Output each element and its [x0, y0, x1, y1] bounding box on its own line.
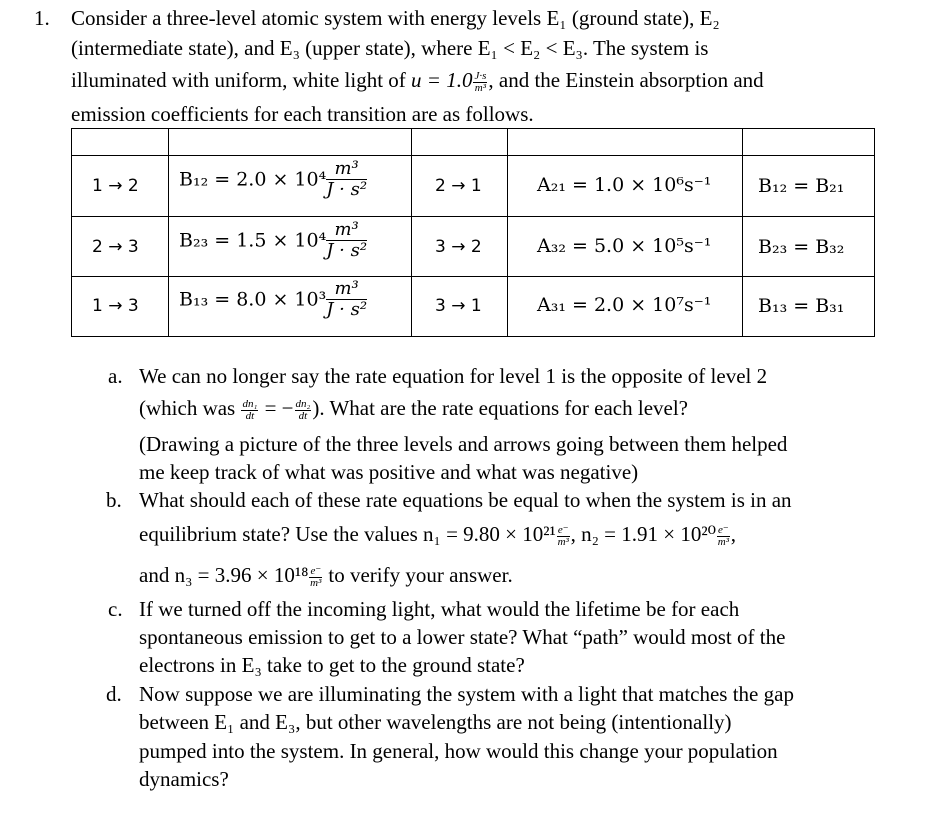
part-c-line-1: If we turned off the incoming light, what would the lifetime be for each	[139, 597, 740, 621]
table-row-3-em-transition: 3 → 1	[435, 296, 482, 316]
energy-density-value: u = 1.0	[411, 68, 473, 92]
intro-line-3	[71, 68, 764, 94]
part-a-line-2: (which was $\frac{\text{dn₁}}{dt}$ = − $\frac{\text{dn₂}}{dt}$ ). What are the rate equations for each level?	[139, 396, 688, 422]
table-header-row	[72, 129, 874, 156]
table-row-2-relation: B₂₃ = B₃₂	[758, 236, 845, 258]
part-d-label: d.	[106, 682, 122, 706]
part-a-line-4: me keep track of what was positive and what was negative)	[139, 460, 639, 484]
intro-line-3-end: , and the Einstein absorption and	[488, 68, 764, 92]
table-row-2-abs-transition: 2 → 3	[92, 237, 139, 257]
intro-line-1: Consider a three-level atomic system with energy levels E₁ (ground state), E₂	[71, 6, 720, 30]
part-c-line-2: spontaneous emission to get to a lower state? What “path” would most of the	[139, 625, 786, 649]
n1-unit: $\frac{e^-}{\text{m³}}$	[557, 523, 569, 548]
table-row-3-abs-transition: 1 → 3	[92, 296, 139, 316]
part-d-line-3: pumped into the system. In general, how would this change your population	[139, 739, 778, 763]
part-b-label: b.	[106, 488, 122, 512]
table-row-1-em-transition: 2 → 1	[435, 176, 482, 196]
dn1-dt-fraction: $\frac{\text{dn₁}}{dt}$	[242, 397, 258, 422]
intro-line-3-text: illuminated with uniform, white light of	[71, 68, 406, 92]
table-row-1-b-coefficient: B₁₂ = 2.0 × 10⁴ $\frac{\text{m³}}{\text{J · s²}}$	[179, 158, 368, 200]
table-row-2-a-coefficient: A₃₂ = 5.0 × 10⁵s⁻¹	[537, 235, 712, 257]
table-row-2-b-coefficient: B₂₃ = 1.5 × 10⁴ $\frac{\text{m³}}{\text{J · s²}}$	[179, 219, 368, 261]
part-b-line-3: and n₃ = 3.96 × 10¹⁸ $\frac{e^-}{\text{m³}}$ to verify your answer.	[139, 563, 513, 589]
problem-number: 1.	[34, 6, 50, 30]
part-a-line-1: We can no longer say the rate equation for level 1 is the opposite of level 2	[139, 364, 768, 388]
part-a-label: a.	[108, 364, 123, 388]
intro-line-2: (intermediate state), and E₃ (upper state), where E₁ < E₂ < E₃. The system is	[71, 36, 709, 60]
intro-line-4: emission coefficients for each transition are as follows.	[71, 102, 534, 126]
table-row-2-em-transition: 3 → 2	[435, 237, 482, 257]
part-d-line-4: dynamics?	[139, 767, 229, 791]
part-a-line-3: (Drawing a picture of the three levels and arrows going between them helped	[139, 432, 788, 456]
table-row-1-relation: B₁₂ = B₂₁	[758, 175, 845, 197]
dn2-dt-fraction: $\frac{\text{dn₂}}{dt}$	[295, 397, 311, 422]
table-row-3-b-coefficient: B₁₃ = 8.0 × 10³ $\frac{\text{m³}}{\text{J · s²}}$	[179, 278, 368, 320]
part-c-line-3: electrons in E₃ take to get to the ground state?	[139, 653, 525, 677]
table-row-1-a-coefficient: A₂₁ = 1.0 × 10⁶s⁻¹	[537, 174, 712, 196]
table-row-1-abs-transition: 1 → 2	[92, 176, 139, 196]
part-d-line-2: between E₁ and E₃, but other wavelengths are not being (intentionally)	[139, 710, 732, 734]
part-b-line-1: What should each of these rate equations be equal to when the system is in an	[139, 488, 792, 512]
table-row-3-a-coefficient: A₃₁ = 2.0 × 10⁷s⁻¹	[537, 294, 712, 316]
coefficients-table	[71, 128, 875, 337]
n2-unit: $\frac{e^-}{\text{m³}}$	[717, 523, 730, 548]
part-c-label: c.	[108, 597, 123, 621]
part-d-line-1: Now suppose we are illuminating the system with a light that matches the gap	[139, 682, 794, 706]
part-b-line-2: equilibrium state? Use the values n₁ = 9.80 × 10²¹ $\frac{e^-}{\text{m³}}$ , n₂ = 1.91 × 10²⁰ $\frac{e^-}{\text{m³}}$ ,	[139, 522, 736, 548]
n3-unit: $\frac{e^-}{\text{m³}}$	[310, 564, 322, 589]
table-row-3-relation: B₁₃ = B₃₁	[758, 295, 845, 317]
energy-density-unit: $\frac{J\cdot s}{\text{m³}}$	[474, 69, 487, 94]
